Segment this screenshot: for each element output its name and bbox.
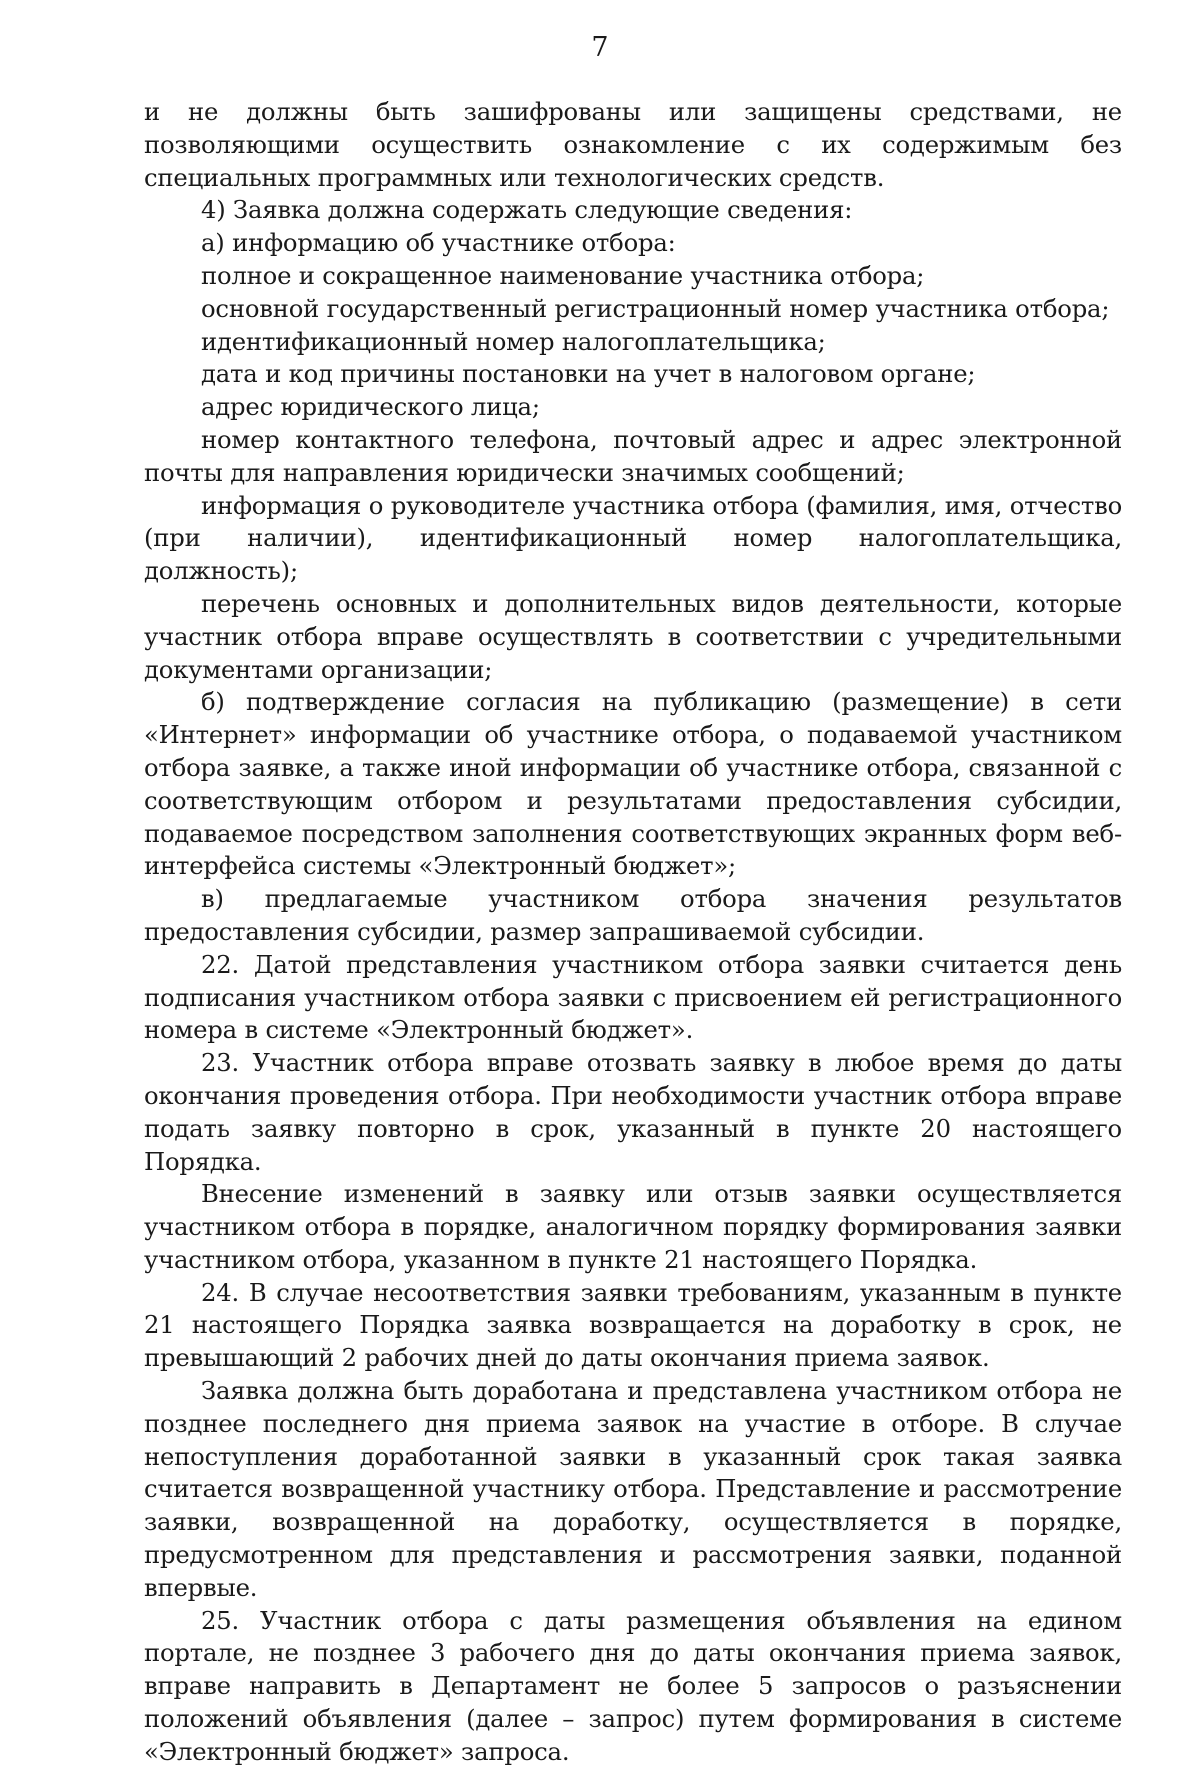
paragraph-item-4: 4) Заявка должна содержать следующие сведения:: [201, 195, 853, 225]
paragraph-23-continued: Внесение изменений в заявку или отзыв заявки осуществляется участником отбора в порядке, аналогичном порядку формирования заявки участником отбора, указанном в пункте 21 настоящего Порядка.: [144, 1179, 1122, 1274]
paragraph-22: 22. Датой представления участником отбора заявки считается день подписания участником отбора заявки с присвоением ей регистрационного номера в системе «Электронный бюджет».: [144, 949, 1122, 1045]
list-item-kpp: дата и код причины постановки на учет в налоговом органе;: [201, 359, 976, 389]
paragraph-24: 24. В случае несоответствия заявки требованиям, указанным в пункте 21 настоящего Порядка заявка возвращается на доработку в срок, не превышающий 2 рабочих дней до даты окончания приема заявок.: [144, 1277, 1122, 1373]
list-item-contacts: номер контактного телефона, почтовый адрес и адрес электронной почты для направления юридически значимых сообщений;: [144, 424, 1122, 487]
page-number: 7: [591, 32, 609, 63]
paragraph-24-continued: Заявка должна быть доработана и представлена участником отбора не позднее последнего дня приема заявок на участие в отборе. В случае непоступления доработанной заявки в указанный срок такая заявка считается возвращенной участнику отбора. Представление и рассмотрение заявки, возвращенной на доработку, осуществляется в порядке, предусмотренном для представления и рассмотрения заявки, поданной впервые.: [144, 1376, 1122, 1602]
paragraph-23: 23. Участник отбора вправе отозвать заявку в любое время до даты окончания проведения отбора. При необходимости участник отбора вправе подать заявку повторно в срок, указанный в пункте 20 настоящего Порядка.: [144, 1048, 1122, 1176]
paragraph-subitem-a: а) информацию об участнике отбора:: [201, 228, 676, 258]
paragraph-subitem-b: б) подтверждение согласия на публикацию (размещение) в сети «Интернет» информации об участнике отбора, о подаваемой участником отбора заявке, а также иной информации об участнике отбора, связанной с соответствующим отбором и результатами предоставления субсидии, подаваемое посредством заполнения соответствующих экранных форм веб-интерфейса системы «Электронный бюджет»;: [144, 687, 1122, 881]
list-item-activities: перечень основных и дополнительных видов деятельности, которые участник отбора вправе осуществлять в соответствии с учредительными документами организации;: [144, 588, 1122, 684]
document-body: [144, 96, 1122, 1769]
paragraph-25: 25. Участник отбора с даты размещения объявления на едином портале, не позднее 3 рабочего дня до даты окончания приема заявок, вправе направить в Департамент не более 5 запросов о разъяснении положений объявления (далее – запрос) путем формирования в системе «Электронный бюджет» запроса.: [144, 1605, 1122, 1766]
list-item-director: информация о руководителе участника отбора (фамилия, имя, отчество (при наличии), идентификационный номер налогоплательщика, должность);: [144, 490, 1122, 586]
list-item-address: адрес юридического лица;: [201, 392, 540, 422]
paragraph-subitem-v: в) предлагаемые участником отбора значения результатов предоставления субсидии, размер запрашиваемой субсидии.: [144, 884, 1122, 946]
list-item-ogrn: основной государственный регистрационный номер участника отбора;: [201, 293, 1110, 323]
paragraph-continuation: и не должны быть зашифрованы или защищены средствами, не позволяющими осуществить ознакомление с их содержимым без специальных программных или технологических средств.: [144, 97, 1122, 192]
list-item-name: полное и сокращенное наименование участника отбора;: [201, 260, 925, 290]
list-item-inn: идентификационный номер налогоплательщика;: [201, 326, 826, 356]
